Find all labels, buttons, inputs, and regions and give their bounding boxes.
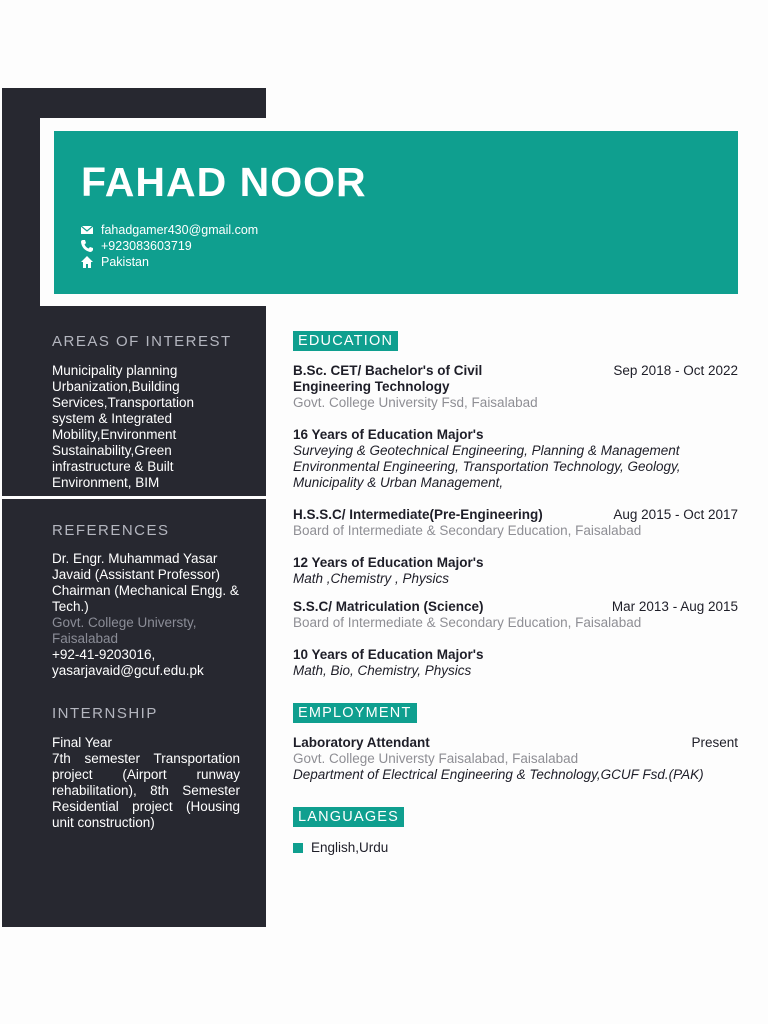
references-title: REFERENCES <box>52 522 170 539</box>
majors-list: Math, Bio, Chemistry, Physics <box>293 663 472 678</box>
education-majors-1 <box>293 427 738 491</box>
reference-org: Govt. College Universty, Faisalabad <box>52 615 197 646</box>
education-majors-2 <box>293 555 738 587</box>
education-heading: EDUCATION <box>293 331 398 351</box>
sidebar-divider <box>2 496 266 499</box>
languages-heading: LANGUAGES <box>293 807 404 827</box>
degree-date: Sep 2018 - Oct 2022 <box>613 363 738 378</box>
interest-text: Municipality planning Urbanization,Building Services,Transportation system & Integrated Mobility,Environment Sustainability,Green infrastructure & Built Environment, BIM <box>52 363 195 490</box>
job-title: Laboratory Attendant <box>293 735 430 750</box>
sidebar-top-band <box>2 88 266 118</box>
job-dept: Department of Electrical Engineering & Technology,GCUF Fsd.(PAK) <box>293 767 704 782</box>
location-text: Pakistan <box>101 255 149 269</box>
majors-list: Surveying & Geotechnical Engineering, Planning & Management Environmental Engineering, Transportation Technology, Geology, Municipality & Urban Management, <box>293 443 681 490</box>
degree-school: Board of Intermediate & Secondary Education, Faisalabad <box>293 523 642 538</box>
majors-title: 10 Years of Education Major's <box>293 647 484 662</box>
sidebar-left-band <box>2 88 40 308</box>
phone-text[interactable]: +923083603719 <box>101 239 192 253</box>
degree-school: Board of Intermediate & Secondary Education, Faisalabad <box>293 615 642 630</box>
education-entry-2 <box>293 507 738 539</box>
internship-title: INTERNSHIP <box>52 705 158 722</box>
header-banner <box>54 131 738 294</box>
language-text: English,Urdu <box>311 840 389 855</box>
internship-block <box>52 735 240 831</box>
internship-line: Final Year <box>52 735 113 750</box>
email-text[interactable]: fahadgamer430@gmail.com <box>101 223 259 237</box>
internship-text: 7th semester Transportation project (Airport runway rehabilitation), 8th Semester Residential project (Housing unit construction) <box>52 751 240 830</box>
degree-title: S.S.C/ Matriculation (Science) <box>293 599 484 614</box>
person-name: FAHAD NOOR <box>81 159 367 205</box>
square-bullet-icon <box>293 843 303 853</box>
envelope-icon <box>81 224 93 236</box>
education-majors-3 <box>293 647 738 679</box>
education-entry-1 <box>293 363 738 411</box>
majors-title: 12 Years of Education Major's <box>293 555 484 570</box>
degree-school: Govt. College University Fsd, Faisalabad <box>293 395 538 410</box>
language-item <box>293 840 388 855</box>
reference-phone: +92-41-9203016, <box>52 647 156 662</box>
reference-email[interactable]: yasarjavaid@gcuf.edu.pk <box>52 663 204 678</box>
majors-list: Math ,Chemistry , Physics <box>293 571 450 586</box>
employment-entry <box>293 735 738 783</box>
employment-heading: EMPLOYMENT <box>293 703 417 723</box>
degree-date: Aug 2015 - Oct 2017 <box>613 507 738 522</box>
reference-block <box>52 551 240 679</box>
phone-icon <box>81 240 93 252</box>
location-row <box>81 255 149 269</box>
home-icon <box>81 256 93 268</box>
reference-name: Dr. Engr. Muhammad Yasar Javaid (Assistant Professor) Chairman (Mechanical Engg. & Tech.) <box>52 551 239 614</box>
job-date: Present <box>691 735 738 750</box>
degree-title: H.S.S.C/ Intermediate(Pre-Engineering) <box>293 507 543 522</box>
degree-title: B.Sc. CET/ Bachelor's of Civil Engineering Technology <box>293 363 483 394</box>
degree-date: Mar 2013 - Aug 2015 <box>611 599 738 614</box>
phone-row <box>81 239 192 253</box>
majors-title: 16 Years of Education Major's <box>293 427 484 442</box>
education-entry-3 <box>293 599 738 631</box>
job-org: Govt. College Universty Faisalabad, Faisalabad <box>293 751 579 766</box>
email-row <box>81 223 258 237</box>
interest-title: AREAS OF INTEREST <box>52 333 232 350</box>
